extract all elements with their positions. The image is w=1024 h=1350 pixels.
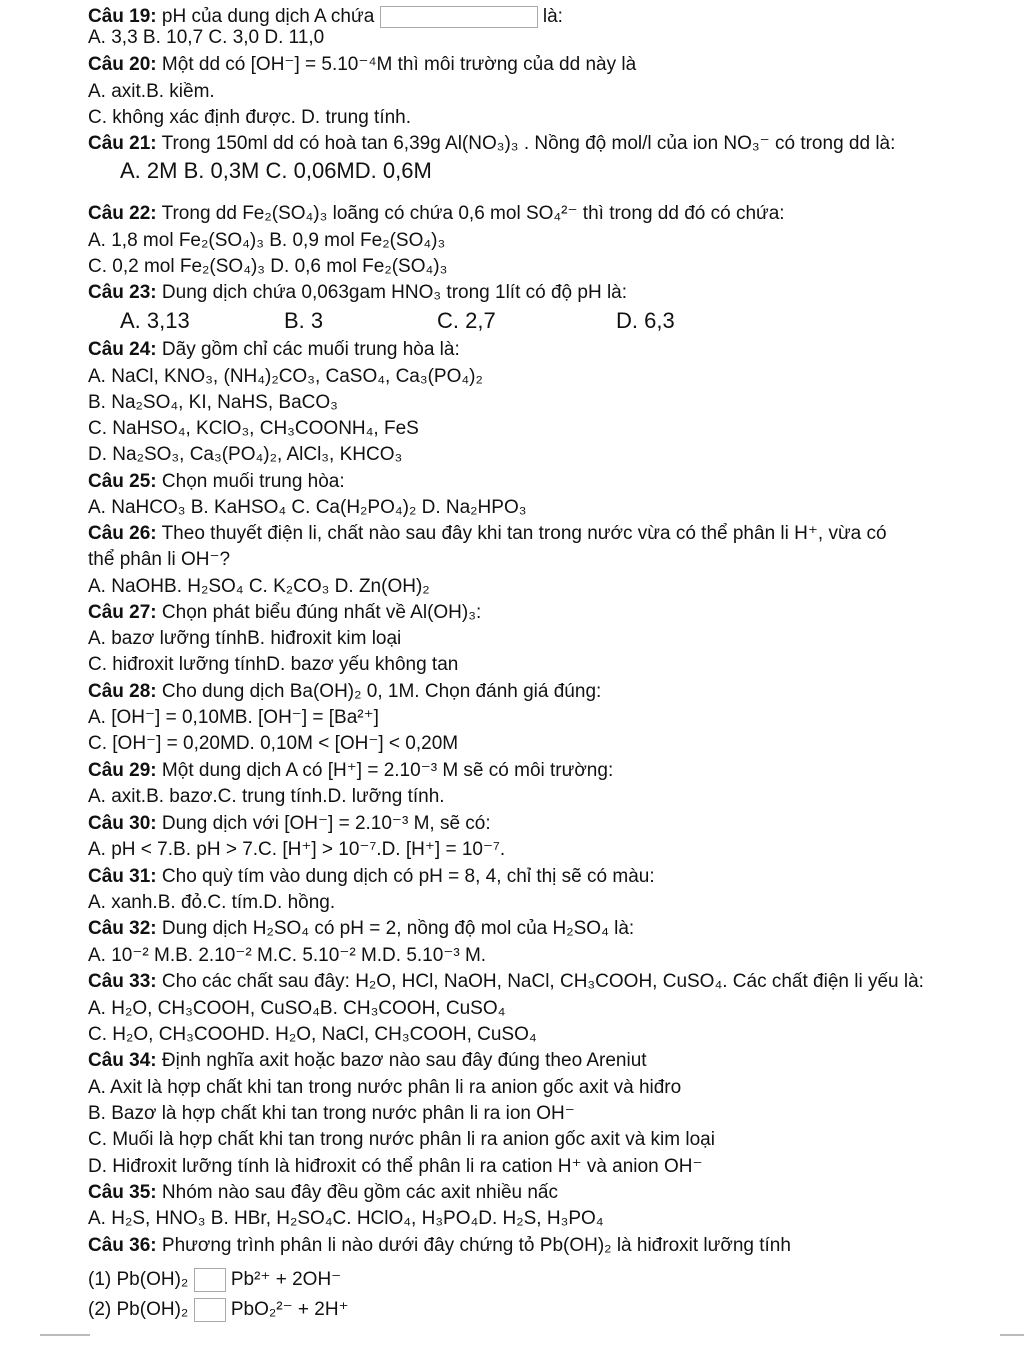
question-number: Câu 29: — [88, 760, 157, 781]
answer-line: A. axit.B. bazơ.C. trung tính.D. lưỡng tính. — [88, 786, 445, 807]
answer-line: A. H₂S, HNO₃ B. HBr, H₂SO₄C. HClO₄, H₃PO₄D. H₂S, H₃PO₄ — [88, 1208, 604, 1229]
question-number: Câu 26: — [88, 523, 157, 544]
answer-line: A. [OH⁻] = 0,10MB. [OH⁻] = [Ba²⁺] — [88, 707, 379, 728]
answer-line: C. [OH⁻] = 0,20MD. 0,10M < [OH⁻] < 0,20M — [88, 733, 459, 754]
question-35 — [88, 1182, 558, 1204]
question-number: Câu 23: — [88, 282, 157, 303]
answer-line: A. 10⁻² M.B. 2.10⁻² M.C. 5.10⁻² M.D. 5.10⁻³ M. — [88, 945, 487, 966]
question-number: Câu 20: — [88, 54, 157, 75]
equation-1 — [88, 1268, 341, 1292]
question-number: Câu 36: — [88, 1235, 157, 1256]
question-text: Trong dd Fe₂(SO₄)₃ loãng có chứa 0,6 mol SO₄²⁻ thì trong dd đó có chứa: — [161, 203, 785, 224]
answer-line: A. H₂O, CH₃COOH, CuSO₄B. CH₃COOH, CuSO₄ — [88, 998, 506, 1019]
answer-line: A. NaOHB. H₂SO₄ C. K₂CO₃ D. Zn(OH)₂ — [88, 576, 430, 597]
answer-line: D. Hiđroxit lưỡng tính là hiđroxit có thể phân li ra cation H⁺ và anion OH⁻ — [88, 1156, 703, 1177]
question-text: Dung dịch H₂SO₄ có pH = 2, nồng độ mol của H₂SO₄ là: — [161, 918, 635, 939]
answer-line: C. Muối là hợp chất khi tan trong nước phân li ra anion gốc axit và kim loại — [88, 1129, 715, 1150]
question-text: Dung dịch chứa 0,063gam HNO₃ trong 1lít có độ pH là: — [161, 282, 628, 303]
question-20 — [88, 54, 636, 76]
answer-line: A. pH < 7.B. pH > 7.C. [H⁺] > 10⁻⁷.D. [H⁺] = 10⁻⁷. — [88, 839, 506, 860]
answer-line: A. Axit là hợp chất khi tan trong nước phân li ra anion gốc axit và hiđro — [88, 1077, 682, 1098]
answer-line: C. hiđroxit lưỡng tínhD. bazơ yếu không tan — [88, 654, 459, 675]
question-text: Dung dịch với [OH⁻] = 2.10⁻³ M, sẽ có: — [161, 813, 491, 834]
page-corner-right — [1000, 1334, 1024, 1336]
question-31 — [88, 866, 655, 888]
question-text-cont: thể phân li OH⁻? — [88, 549, 231, 570]
question-text: Chọn phát biểu đúng nhất về Al(OH)₃: — [161, 602, 482, 623]
question-number: Câu 33: — [88, 971, 157, 992]
question-28 — [88, 681, 601, 703]
question-text: Theo thuyết điện li, chất nào sau đây khi tan trong nước vừa có thể phân li H⁺, vừa có — [161, 523, 887, 544]
question-text: pH của dung dịch A chứa — [161, 6, 375, 28]
question-text: Định nghĩa axit hoặc bazơ nào sau đây đúng theo Areniut — [161, 1050, 647, 1071]
question-text: Cho dung dịch Ba(OH)₂ 0, 1M. Chọn đánh giá đúng: — [161, 681, 602, 702]
question-number: Câu 34: — [88, 1050, 157, 1071]
arrow-blank-box — [194, 1298, 226, 1322]
equation-lhs: (1) Pb(OH)₂ — [88, 1269, 189, 1291]
question-29 — [88, 760, 613, 782]
question-text: Một dd có [OH⁻] = 5.10⁻⁴M thì môi trường của dd này là — [161, 54, 637, 75]
question-32 — [88, 918, 634, 940]
question-text-end: là: — [542, 6, 563, 28]
page-corner-left — [40, 1334, 90, 1336]
question-36 — [88, 1235, 791, 1257]
question-number: Câu 30: — [88, 813, 157, 834]
question-26 — [88, 523, 887, 545]
answer-line: A. NaHCO₃ B. KaHSO₄ C. Ca(H₂PO₄)₂ D. Na₂HPO₃ — [88, 497, 527, 518]
question-22 — [88, 203, 785, 225]
answer-line: C. H₂O, CH₃COOHD. H₂O, NaCl, CH₃COOH, CuSO₄ — [88, 1024, 537, 1045]
answer-line: C. NaHSO₄, KClO₃, CH₃COONH₄, FeS — [88, 418, 419, 439]
question-text: Dãy gồm chỉ các muối trung hòa là: — [161, 339, 460, 360]
blank-box — [380, 6, 538, 28]
answer-line: A. xanh.B. đỏ.C. tím.D. hồng. — [88, 892, 336, 913]
question-text: Phương trình phân li nào dưới đây chứng tỏ Pb(OH)₂ là hiđroxit lưỡng tính — [161, 1235, 791, 1256]
question-number: Câu 35: — [88, 1182, 157, 1203]
answer-line: C. 0,2 mol Fe₂(SO₄)₃ D. 0,6 mol Fe₂(SO₄)₃ — [88, 256, 448, 277]
question-30 — [88, 813, 491, 835]
answer-line: A. 3,3 B. 10,7 C. 3,0 D. 11,0 — [88, 27, 325, 48]
equation-rhs: PbO₂²⁻ + 2H⁺ — [230, 1299, 349, 1321]
answer-option-d: D. 6,3 — [616, 308, 675, 333]
question-19 — [88, 6, 563, 28]
question-number: Câu 22: — [88, 203, 157, 224]
equation-2 — [88, 1298, 349, 1322]
answer-option-a: A. 3,13 — [120, 308, 190, 333]
question-27 — [88, 602, 481, 624]
question-number: Câu 32: — [88, 918, 157, 939]
answer-line: A. 2M B. 0,3M C. 0,06MD. 0,6M — [120, 158, 432, 183]
answer-line: A. axit.B. kiềm. — [88, 81, 215, 102]
question-34 — [88, 1050, 647, 1072]
question-21 — [88, 133, 895, 155]
question-text: Cho quỳ tím vào dung dịch có pH = 8, 4, chỉ thị sẽ có màu: — [161, 866, 655, 887]
question-24 — [88, 339, 460, 361]
equation-rhs: Pb²⁺ + 2OH⁻ — [230, 1269, 342, 1291]
question-number: Câu 31: — [88, 866, 157, 887]
question-text: Cho các chất sau đây: H₂O, HCl, NaOH, NaCl, CH₃COOH, CuSO₄. Các chất điện li yếu là: — [161, 971, 924, 992]
question-number: Câu 24: — [88, 339, 157, 360]
question-25 — [88, 471, 345, 493]
question-number: Câu 19: — [88, 6, 157, 28]
question-text: Một dung dịch A có [H⁺] = 2.10⁻³ M sẽ có môi trường: — [161, 760, 614, 781]
equation-lhs: (2) Pb(OH)₂ — [88, 1299, 189, 1321]
question-23 — [88, 282, 627, 304]
question-text: Chọn muối trung hòa: — [161, 471, 345, 492]
answer-line: B. Na₂SO₄, KI, NaHS, BaCO₃ — [88, 392, 338, 413]
question-text: Trong 150ml dd có hoà tan 6,39g Al(NO₃)₃ . Nồng độ mol/l của ion NO₃⁻ có trong dd là: — [161, 133, 896, 154]
answer-line: D. Na₂SO₃, Ca₃(PO₄)₂, AlCl₃, KHCO₃ — [88, 444, 403, 465]
question-33 — [88, 971, 924, 993]
question-number: Câu 28: — [88, 681, 157, 702]
answer-line: C. không xác định được. D. trung tính. — [88, 107, 412, 128]
question-text: Nhóm nào sau đây đều gồm các axit nhiều nấc — [161, 1182, 558, 1203]
answer-line: B. Bazơ là hợp chất khi tan trong nước phân li ra ion OH⁻ — [88, 1103, 575, 1124]
answer-option-b: B. 3 — [284, 308, 324, 333]
arrow-blank-box — [194, 1268, 226, 1292]
answer-option-c: C. 2,7 — [437, 308, 496, 333]
answer-line: A. NaCl, KNO₃, (NH₄)₂CO₃, CaSO₄, Ca₃(PO₄)₂ — [88, 366, 483, 387]
question-number: Câu 21: — [88, 133, 157, 154]
question-number: Câu 25: — [88, 471, 157, 492]
answer-line: A. bazơ lưỡng tínhB. hiđroxit kim loại — [88, 628, 402, 649]
answer-line: A. 1,8 mol Fe₂(SO₄)₃ B. 0,9 mol Fe₂(SO₄)₃ — [88, 230, 446, 251]
question-number: Câu 27: — [88, 602, 157, 623]
